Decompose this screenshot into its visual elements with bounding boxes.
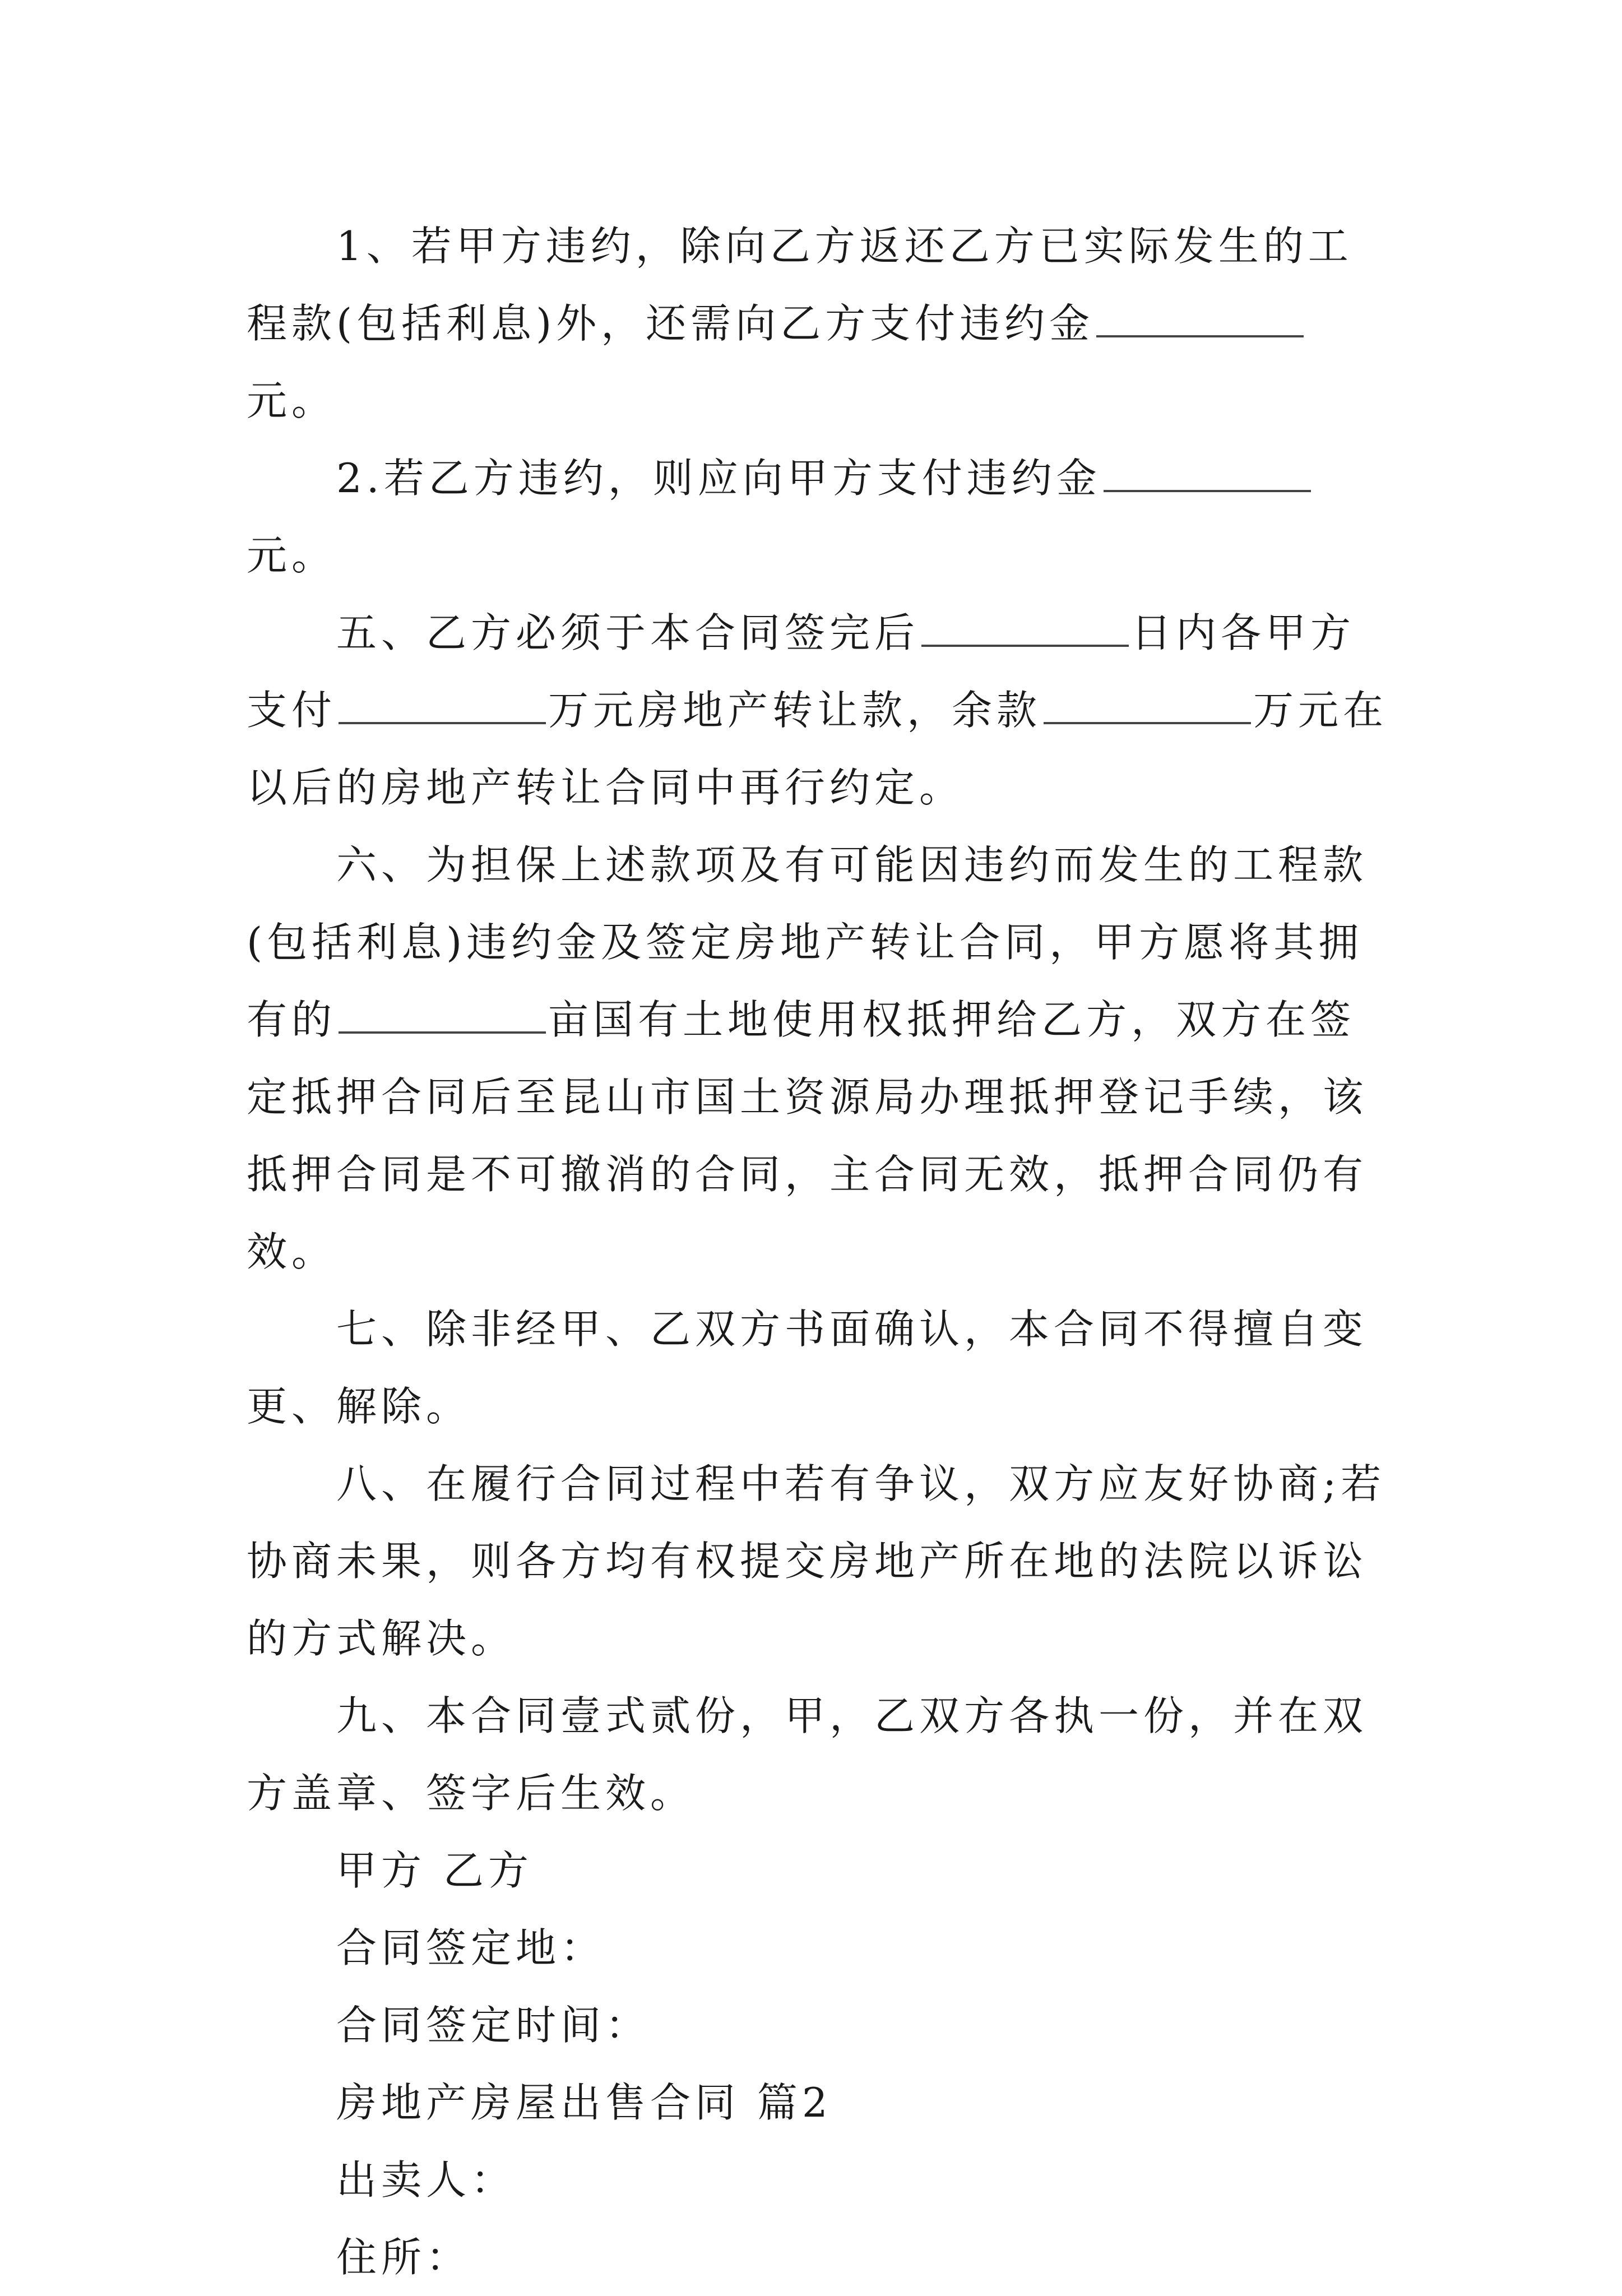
signing-time: 合同签定时间： [336,2002,651,2049]
address-label: 住所： [336,2234,471,2281]
next-contract-title: 房地产房屋出售合同 篇2 [336,2079,832,2126]
signing-place: 合同签定地： [336,1924,606,1971]
document-body [247,207,1390,2296]
clause-seven-modification: 七、除非经甲、乙双方书面确认，本合同不得擅自变更、解除。 [247,1306,1368,1430]
clause-text: 元。 [247,377,337,424]
fill-blank[interactable] [1044,721,1251,724]
clause-text: 亩国有土地使用权抵押给乙方，双方在签定抵押合同后至昆山市国土资源局办理抵押登记手续，该抵押合同是不可撤消的合同，主合同无效，抵押合同仍有效。 [247,996,1368,1275]
clause-text: 五、乙方必须于本合同签完后 [336,609,920,656]
clause-text: 万元房地产转让款，余款 [548,687,1042,734]
clause-text: 2.若乙方违约，则应向甲方支付违约金 [336,455,1101,502]
fill-blank[interactable] [1104,489,1311,492]
clause-text: 日内各甲方支付 [247,609,1356,734]
clause-eight-dispute: 八、在履行合同过程中若有争议，双方应友好协商;若协商未果，则各方均有权提交房地产所在地的法院以诉讼的方式解决。 [247,1460,1386,1662]
fill-blank[interactable] [339,1031,546,1034]
fill-blank[interactable] [921,644,1129,647]
clause-breach-party-b [247,439,1390,594]
clause-nine-copies: 九、本合同壹式贰份，甲，乙双方各执一份，并在双方盖章、签字后生效。 [247,1692,1368,1817]
clause-breach-party-a [247,207,1390,439]
clause-text: 1、若甲方违约，除向乙方返还乙方已实际发生的工程款(包括利息)外，还需向乙方支付违约金 [247,223,1353,347]
clause-text: 万元在以后的房地产转让合同中再行约定。 [247,687,1388,811]
clause-text: 六、为担保上述款项及有可能因违约而发生的工程款(包括利息)违约金及签定房地产转让合同，甲方愿将其拥有的 [247,841,1368,1043]
clause-five-payment [247,594,1390,826]
clause-six-mortgage [247,826,1390,1290]
fill-blank[interactable] [1096,335,1304,337]
fill-blank[interactable] [339,721,546,724]
seller-label: 出卖人： [336,2156,516,2204]
signature-parties: 甲方 乙方 [336,1847,533,1894]
clause-text: 元。 [247,532,337,579]
